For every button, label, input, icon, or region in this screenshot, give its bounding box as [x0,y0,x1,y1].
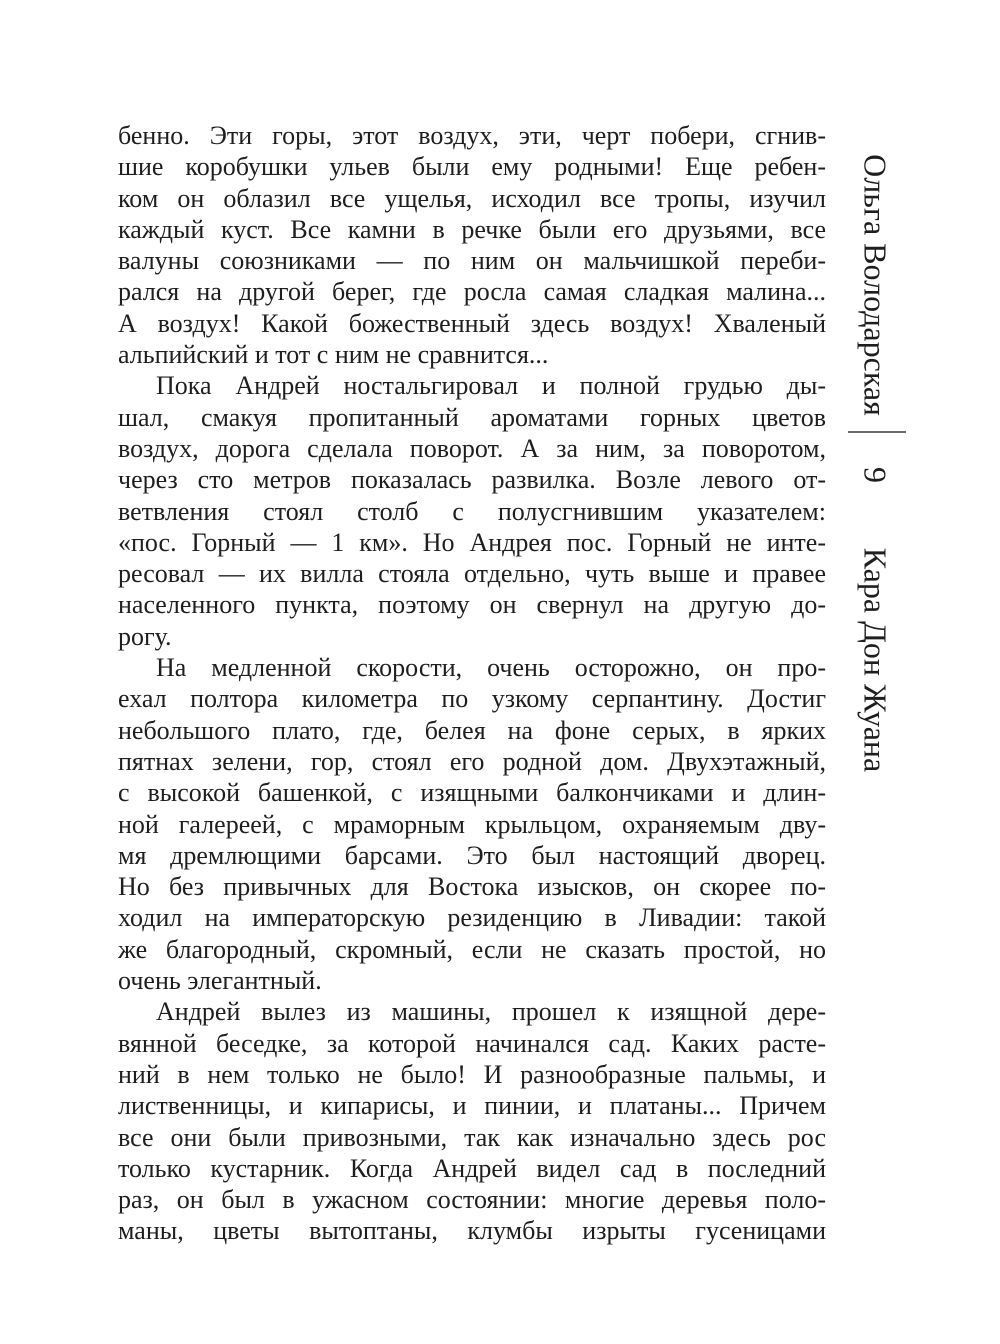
text-line: ходил на императорскую резиденцию в Ливадии: такой [118,903,826,933]
text-line: населенного пункта, поэтому он свернул на другую до- [118,590,826,620]
paragraph-4 [118,996,826,1246]
text-line: ной галереей, с мраморным крыльцом, охраняемым дву- [118,809,826,839]
text-line: пятнах зелени, гор, стоял его родной дом. Двухэтажный, [118,746,826,776]
text-line: раз, он был в ужасном состоянии: многие деревья поло- [118,1185,826,1215]
text-line: все они были привозными, так как изначально здесь рос [118,1122,826,1152]
running-header-book-title: Кара Дон Жуана [857,547,894,773]
text-line: небольшого плато, где, белея на фоне серых, в ярких [118,715,826,745]
running-header-author: Ольга Володарская [857,154,894,416]
paragraph-2 [118,370,826,652]
text-line: же благородный, скромный, если не сказать простой, но [118,934,826,964]
text-line: «пос. Горный — 1 км». Но Андрея пос. Горный не инте- [118,527,826,557]
text-line: рался на другой берег, где росла самая сладкая малина... [118,277,826,307]
text-line: воздух, дорога сделала поворот. А за ним, за поворотом, [118,433,826,463]
text-line: ком он облазил все ущелья, исходил все тропы, изучил [118,183,826,213]
text-line: На медленной скорости, очень осторожно, он про- [156,653,826,683]
text-line: каждый куст. Все камни в речке были его друзьями, все [118,214,826,244]
paragraph-3 [118,652,826,996]
text-line: ний в нем только не было! И разнообразные пальмы, и [118,1059,826,1089]
text-line: через сто метров показалась развилка. Возле левого от- [118,465,826,495]
text-line: шал, смакуя пропитанный ароматами горных цветов [118,402,826,432]
text-line: Пока Андрей ностальгировал и полной грудью ды- [156,371,826,401]
text-line: ветвления стоял столб с полусгнившим указателем: [118,496,826,526]
text-line: лиственницы, и кипарисы, и пинии, и платаны... Причем [118,1091,826,1121]
text-line: шие коробушки ульев были ему родными! Еще ребен- [118,152,826,182]
text-line: с высокой башенкой, с изящными балкончиками и длин- [118,778,826,808]
text-line: маны, цветы вытоптаны, клумбы изрыты гусеницами [118,1216,826,1246]
text-line: Но без привычных для Востока изысков, он скорее по- [118,872,826,902]
body-text [118,120,826,1247]
header-divider [848,431,906,433]
text-line: бенно. Эти горы, этот воздух, эти, черт побери, сгнив- [118,121,826,150]
text-line: очень элегантный. [118,966,322,996]
text-line: рогу. [118,621,172,651]
page-number: 9 [857,467,894,483]
text-line: Андрей вылез из машины, прошел к изящной дере- [156,997,826,1027]
text-line: мя дремлющими барсами. Это был настоящий дворец. [118,840,826,870]
text-line: ресовал — их вилла стояла отдельно, чуть выше и правее [118,559,826,589]
text-line: А воздух! Какой божественный здесь воздух! Хваленый [118,308,826,338]
paragraph-1 [118,120,826,370]
text-line: альпийский и тот с ним не сравнится... [118,340,549,370]
text-line: вянной беседке, за которой начинался сад. Каких расте- [118,1028,826,1058]
text-line: валуны союзниками — по ним он мальчишкой переби- [118,246,826,276]
text-line: только кустарник. Когда Андрей видел сад в последний [118,1153,826,1183]
text-line: ехал полтора километра по узкому серпантину. Достиг [118,684,826,714]
